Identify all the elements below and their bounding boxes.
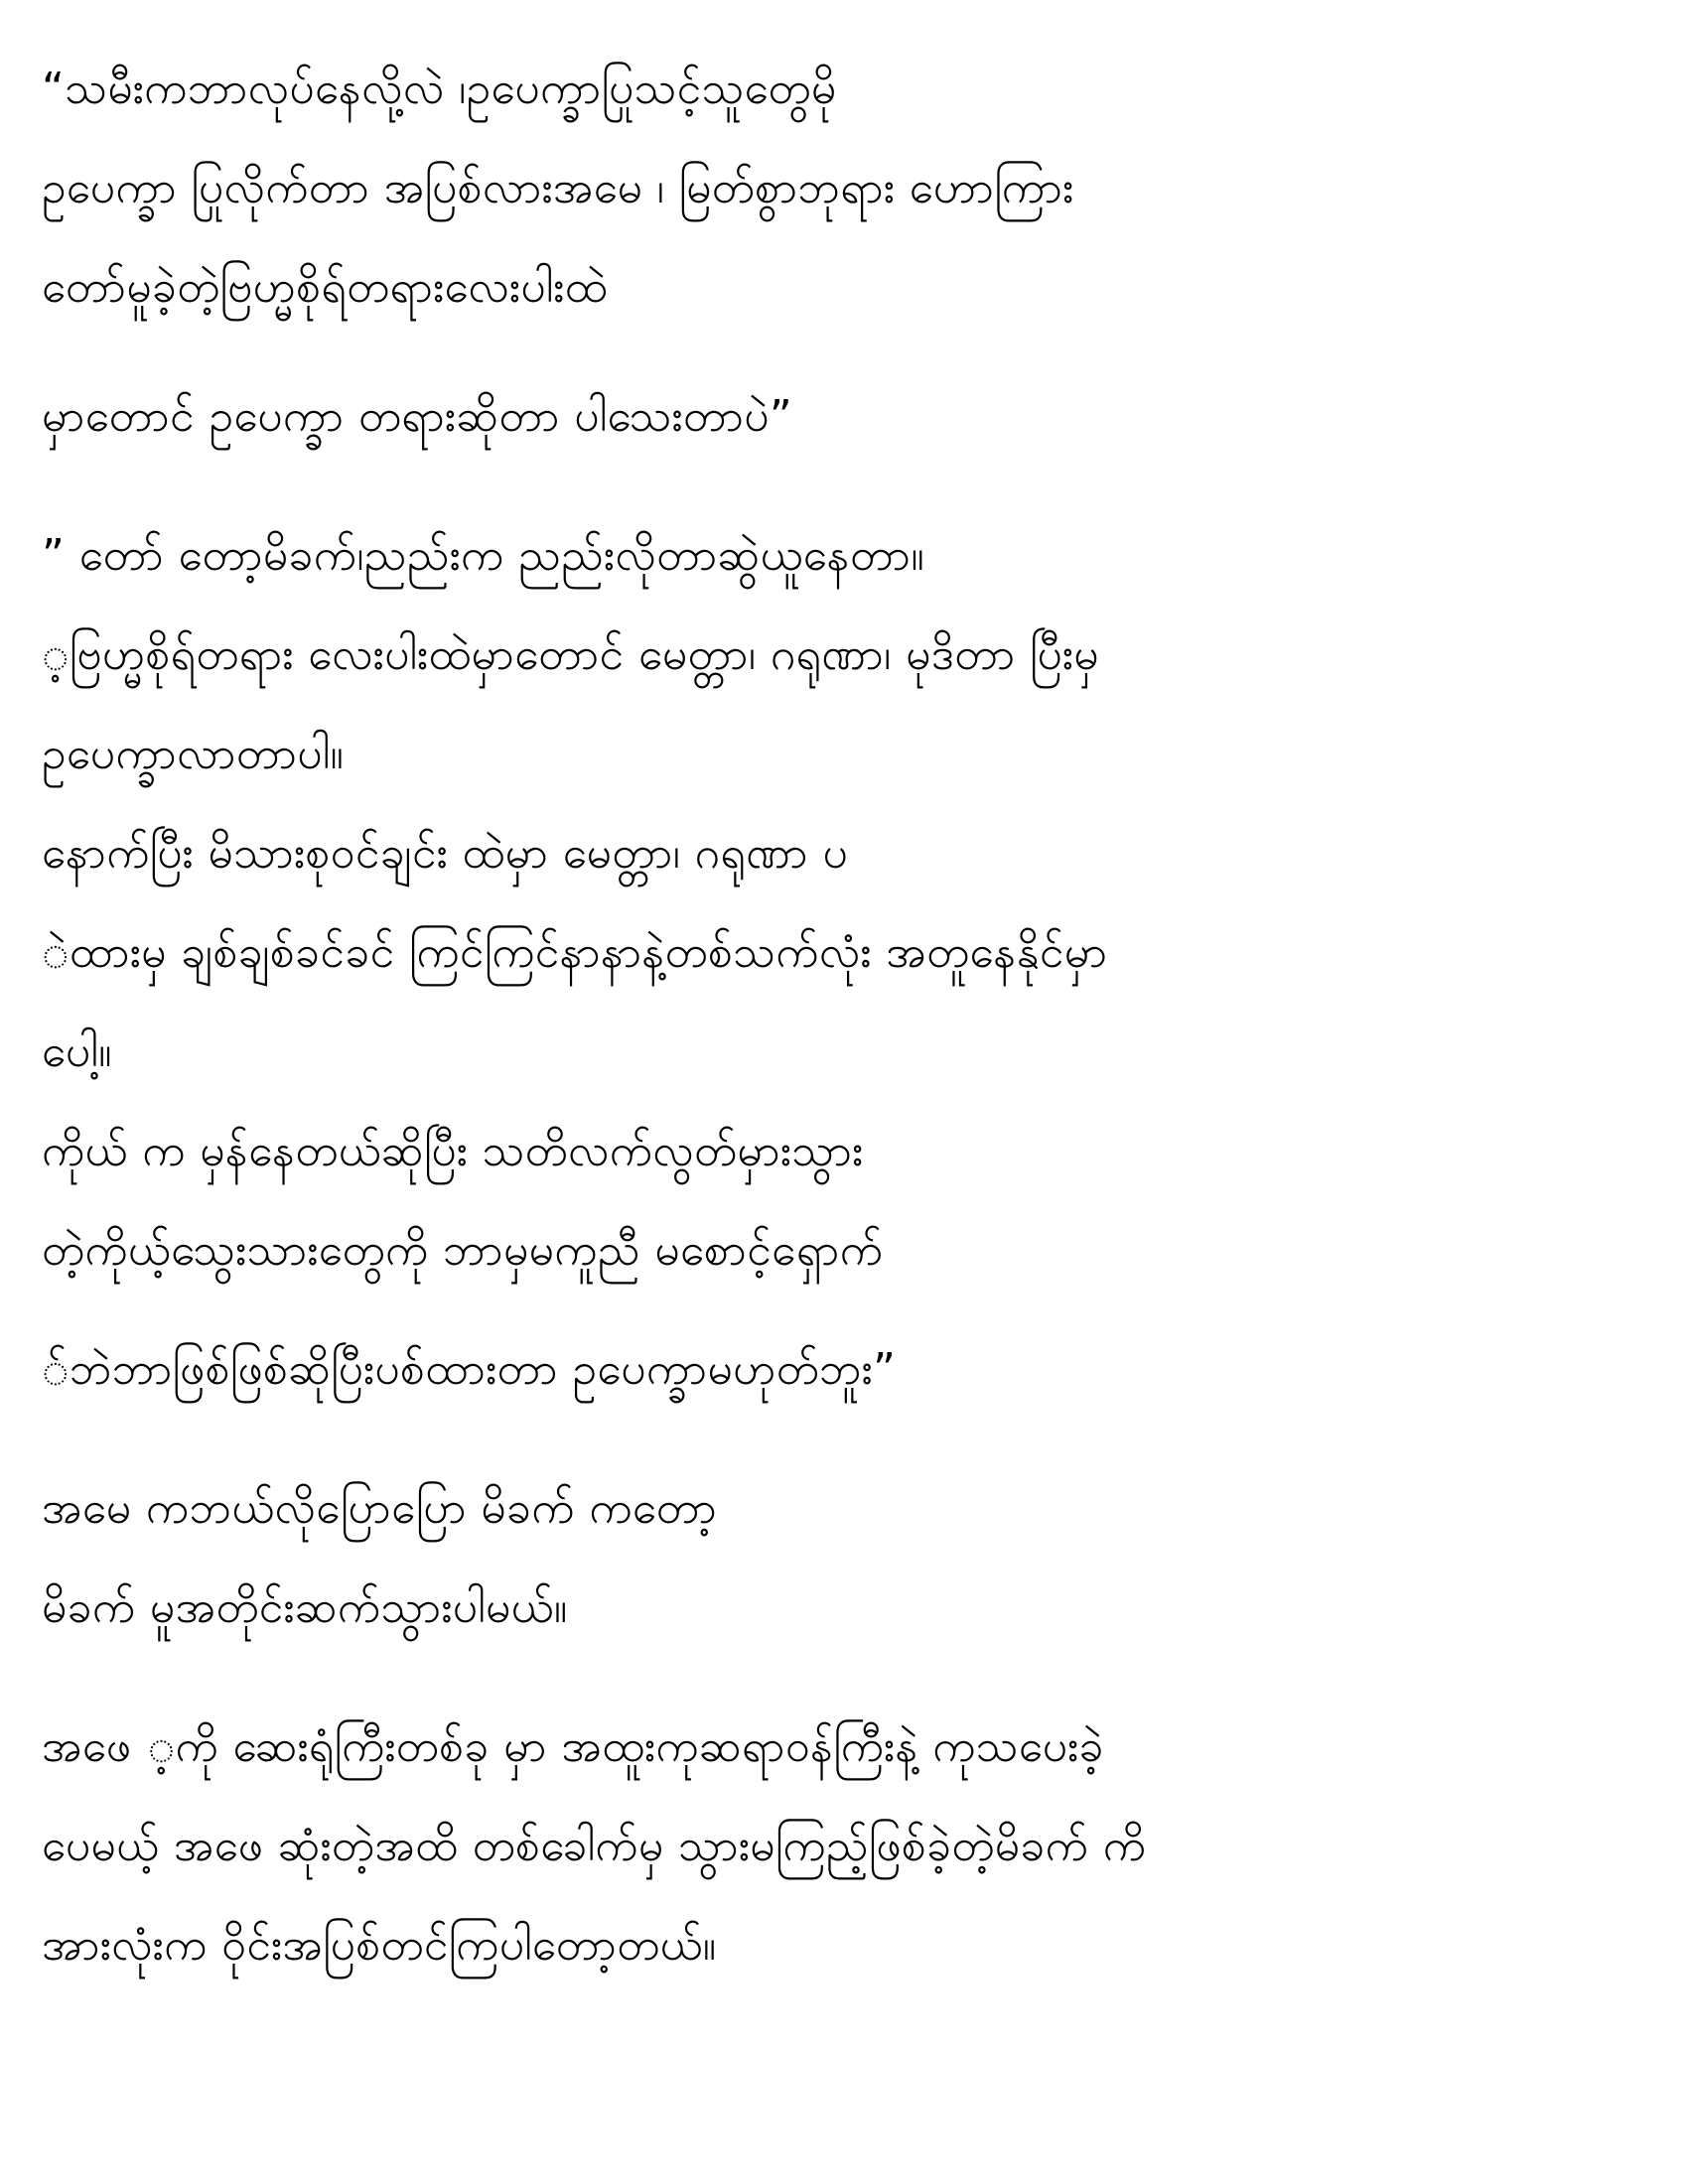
text-line: ပေမယ့် အဖေ ဆုံးတဲ့အထိ တစ်ခေါက်မှ သွားမကြည့်ဖြစ်ခဲ့တဲ့မိခက် ကိ xyxy=(42,1821,1147,1871)
text-line: မှာတောင် ဥပေက္ခာ တရားဆိုတာ ပါသေးတာပဲ” xyxy=(42,391,793,442)
text-line: အမေ ကဘယ်လိုပြောပြော မိခက် ကတော့ xyxy=(42,1483,718,1534)
text-line: နောက်ပြီး မိသားစုဝင်ချင်း ထဲမှာ မေတ္တာ၊ ဂရုဏာ ပ xyxy=(42,828,849,879)
text-line: တဲ့ကိုယ့်သွေးသားတွေကို ဘာမှမကူညီ မစောင့်ရှောက် xyxy=(42,1225,884,1276)
text-line: ဲထားမှ ချစ်ချစ်ခင်ခင် ကြင်ကြင်နာနာနဲ့တစ်သက်လုံး အတူနေနိုင်မှာ xyxy=(42,927,1108,978)
text-line: “သမီးကဘာလုပ်နေလို့လဲ ၊ဥပေက္ခာပြုသင့်သူတွေမို xyxy=(42,64,837,114)
text-line: ဥပေက္ခာ ပြုလိုက်တာ အပြစ်လားအမေ ၊ မြတ်စွာဘုရား ဟောကြား xyxy=(42,163,1074,213)
text-line: ်ဘဲဘာဖြစ်ဖြစ်ဆိုပြီးပစ်ထားတာ ဥပေက္ခာမဟုတ်ဘူး” xyxy=(42,1344,897,1395)
text-line: ဥပေက္ခာလာတာပါ။ xyxy=(42,729,345,779)
text-line: တော်မူခဲ့တဲ့ဗြဟ္မစိုရ်တရားလေးပါးထဲ xyxy=(42,262,608,313)
text-line: ” တော် တော့မိခက်၊ညည်းက ညည်းလိုတာဆွဲယူနေတာ။ xyxy=(42,530,925,581)
text-line: အားလုံးက ဝိုင်းအပြစ်တင်ကြပါတော့တယ်။ xyxy=(42,1920,717,1971)
text-line: ့ဗြဟ္မစိုရ်တရား လေးပါးထဲမှာတောင် မေတ္တာ၊ ဂရုဏာ၊ မုဒိတာ ပြီးမှ xyxy=(42,629,1099,680)
text-line: ကိုယ် က မှန်နေတယ်ဆိုပြီး သတိလက်လွတ်မှားသွား xyxy=(42,1126,864,1176)
text-line: မိခက် မူအတိုင်းဆက်သွားပါမယ်။ xyxy=(42,1582,568,1633)
text-line: ပေါ့။ xyxy=(42,1026,112,1077)
text-line: အဖေ ့ကို ဆေးရုံကြီးတစ်ခု မှာ အထူးကုဆရာဝန်ကြီးနဲ့ ကုသပေးခဲ့ xyxy=(42,1721,1104,1772)
